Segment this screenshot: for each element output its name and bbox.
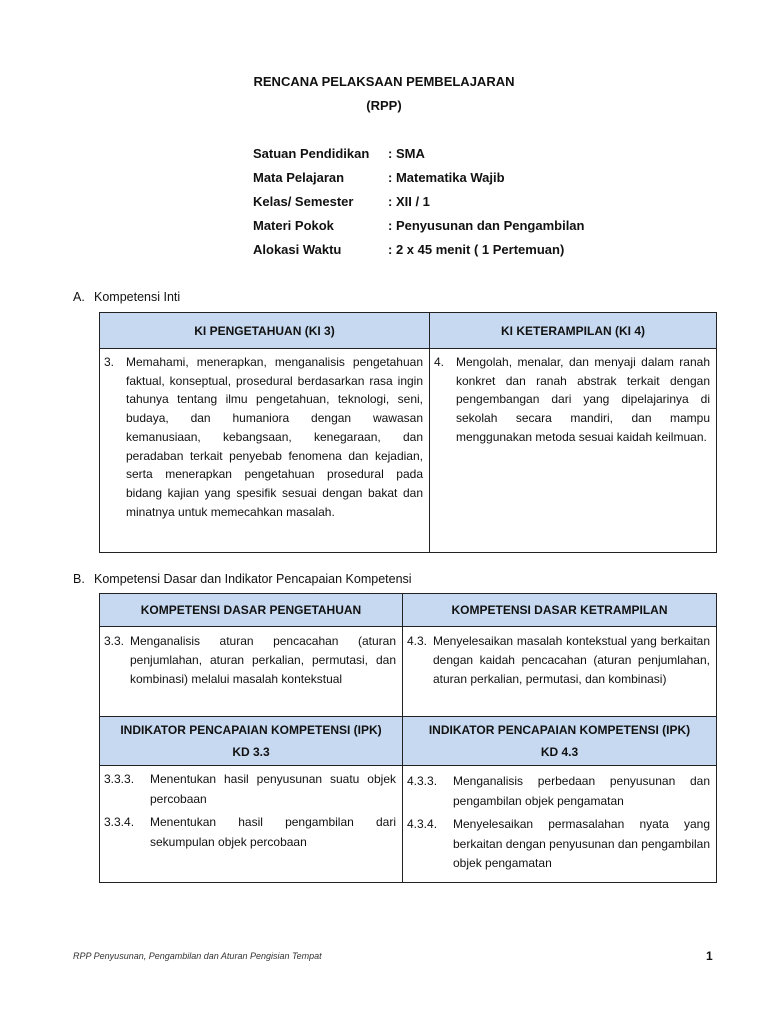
- section-title: Kompetensi Dasar dan Indikator Pencapaian Kompetensi: [94, 572, 412, 586]
- ipk-text: Menentukan hasil pengambilan dari sekumpulan objek percobaan: [150, 815, 396, 849]
- ipk-number: 4.3.3.: [407, 774, 438, 788]
- kd-number: 4.3.: [407, 634, 428, 648]
- meta-label: Alokasi Waktu: [253, 242, 342, 257]
- ipk-number: 3.3.3.: [104, 772, 135, 786]
- ipk-header: [403, 717, 717, 766]
- ki3-number: 3.: [104, 355, 115, 369]
- section-letter: A.: [73, 290, 85, 304]
- ipk-text: Menentukan hasil penyusunan suatu objek percobaan: [150, 772, 396, 806]
- ipk-header-row: [100, 717, 717, 766]
- ipk-pengetahuan-cell: [100, 766, 403, 883]
- ipk-text: Menganalisis perbedaan penyusunan dan pengambilan objek pengamatan: [453, 774, 710, 808]
- section-b-heading: [73, 572, 412, 586]
- identity-block: [253, 146, 584, 266]
- ki3-header: KI PENGETAHUAN (KI 3): [100, 313, 430, 349]
- ipk-header: [100, 717, 403, 766]
- ki4-number: 4.: [434, 355, 445, 369]
- ki3-text: Memahami, menerapkan, menganalisis pengetahuan faktual, konseptual, prosedural berdasarkan rasa ingin tahunya tentang ilmu pengetahuan, teknologi, seni, budaya, dan humaniora dengan wawasan kemanusiaan, kebangsaan, kenegaraan, dan peradaban terkait penyebab fenomena dan kejadian, serta menerapkan pengetahuan prosedural pada bidang kajian yang spesifik sesuai dengan bakat dan minatnya untuk memecahkan masalah.: [126, 355, 423, 519]
- ipk-text: Menyelesaikan permasalahan nyata yang berkaitan dengan penyusunan dan pengambilan objek pengamatan: [453, 817, 710, 870]
- ki4-text: Mengolah, menalar, dan menyaji dalam ranah konkret dan ranah abstrak terkait dengan pengembangan dari yang dipelajarinya di sekolah secara mandiri, dan mampu menggunakan metoda sesuai kaidah keilmuan.: [456, 355, 710, 444]
- ipk-number: 4.3.4.: [407, 817, 438, 831]
- table-row: [100, 766, 717, 883]
- kd-pengetahuan-cell: [100, 627, 403, 717]
- meta-value: : Matematika Wajib: [388, 170, 505, 185]
- page-footer: RPP Penyusunan, Pengambilan dan Aturan Pengisian Tempat: [73, 951, 322, 961]
- list-item: [104, 770, 396, 809]
- document-subtitle: (RPP): [366, 98, 402, 113]
- kd-number: 3.3.: [104, 634, 125, 648]
- meta-row: [253, 194, 584, 218]
- meta-row: [253, 170, 584, 194]
- list-item: [104, 813, 396, 852]
- meta-value: : XII / 1: [388, 194, 430, 209]
- table-row: [100, 349, 717, 553]
- ipk-header-title: INDIKATOR PENCAPAIAN KOMPETENSI (IPK): [428, 723, 691, 737]
- meta-label: Materi Pokok: [253, 218, 334, 233]
- section-a-heading: [73, 290, 180, 304]
- meta-label: Satuan Pendidikan: [253, 146, 370, 161]
- meta-label: Kelas/ Semester: [253, 194, 354, 209]
- kd-pengetahuan-header: KOMPETENSI DASAR PENGETAHUAN: [100, 594, 403, 627]
- ki4-cell: [430, 349, 717, 553]
- ki3-cell: [100, 349, 430, 553]
- ki4-header: KI KETERAMPILAN (KI 4): [430, 313, 717, 349]
- ipk-header-title: INDIKATOR PENCAPAIAN KOMPETENSI (IPK): [120, 723, 382, 737]
- kd-ketrampilan-header: KOMPETENSI DASAR KETRAMPILAN: [403, 594, 717, 627]
- list-item: [407, 815, 710, 874]
- document-title: RENCANA PELAKSAAN PEMBELAJARAN: [253, 74, 515, 89]
- kd-ketrampilan-cell: [403, 627, 717, 717]
- meta-value: : 2 x 45 menit ( 1 Pertemuan): [388, 242, 565, 257]
- section-letter: B.: [73, 572, 85, 586]
- ipk-header-kd: KD 3.3: [232, 745, 270, 759]
- table-header-row: [100, 594, 717, 627]
- ipk-number: 3.3.4.: [104, 815, 135, 829]
- ipk-ketrampilan-cell: [403, 766, 717, 883]
- kompetensi-dasar-table: [99, 593, 717, 883]
- table-row: [100, 627, 717, 717]
- meta-value: : Penyusunan dan Pengambilan: [388, 218, 585, 233]
- kd-text: Menganalisis aturan pencacahan (aturan penjumlahan, aturan perkalian, permutasi, dan kombinasi) melalui masalah kontekstual: [130, 634, 396, 686]
- meta-row: [253, 218, 584, 242]
- list-item: [407, 772, 710, 811]
- meta-row: [253, 146, 584, 170]
- kd-text: Menyelesaikan masalah kontekstual yang berkaitan dengan kaidah pencacahan (aturan penjumlahan, aturan perkalian, permutasi, dan kombinasi): [433, 634, 710, 686]
- kompetensi-inti-table: [99, 312, 717, 553]
- meta-value: : SMA: [388, 146, 425, 161]
- page-number: 1: [706, 949, 713, 963]
- meta-row: [253, 242, 584, 266]
- ipk-header-kd: KD 4.3: [540, 745, 579, 759]
- table-header-row: [100, 313, 717, 349]
- section-title: Kompetensi Inti: [94, 290, 181, 304]
- meta-label: Mata Pelajaran: [253, 170, 345, 185]
